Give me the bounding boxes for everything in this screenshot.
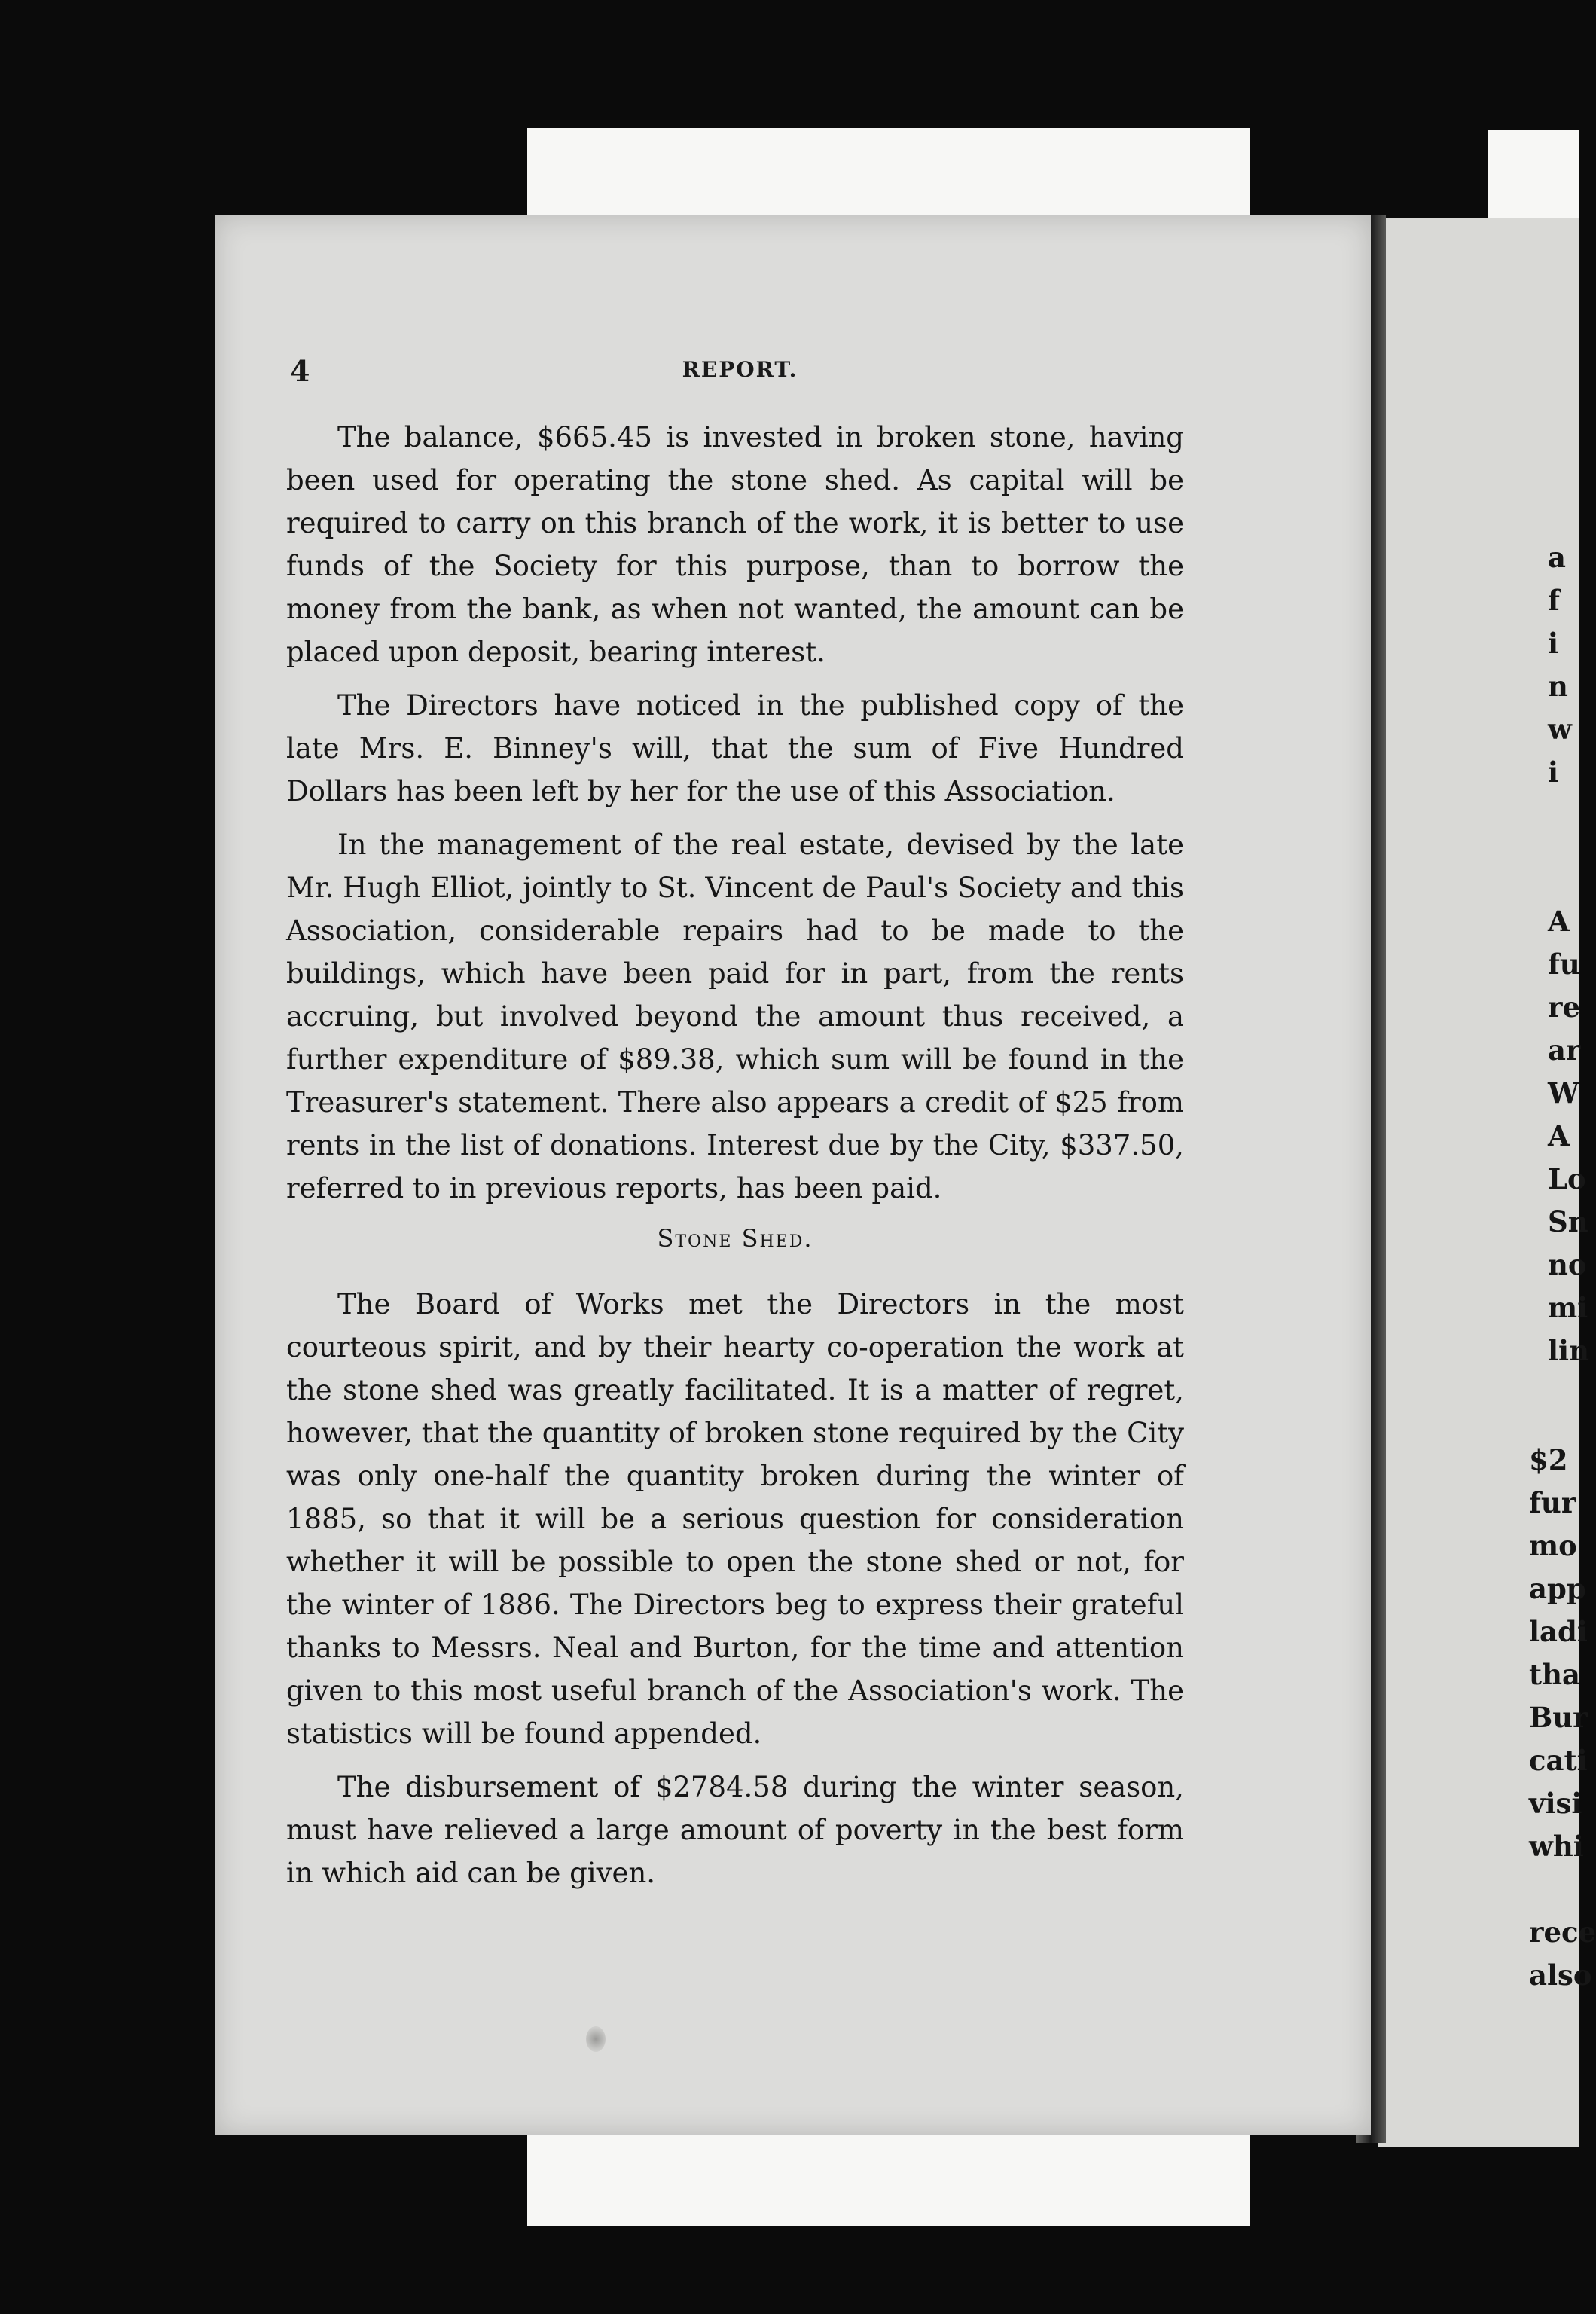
paragraph: The disbursement of $2784.58 during the winter season, must have relieved a large amount of poverty in the best form in which aid can be given. [286, 1771, 1184, 1889]
ink-smudge [586, 2026, 606, 2052]
section-heading: Stone Shed. [657, 1224, 813, 1253]
paper-slip-bottom [527, 2128, 1250, 2226]
facing-page-text-fragment: a f i n w i [1548, 541, 1572, 789]
paragraph: The balance, $665.45 is invested in broken stone, having been used for operating the stone shed. As capital will be required to carry on this branch of the work, it is better to use funds of the Society for this purpose, than to borrow the money from the bank, as when not wanted, the amount can be placed upon deposit, bearing interest. [286, 421, 1184, 668]
facing-page-text-fragment: A fu re ar W A Lo Sn no mi lin [1548, 905, 1590, 1367]
page-header [290, 354, 1190, 399]
paper-slip-top-right [1488, 130, 1579, 226]
running-head: REPORT. [682, 357, 798, 382]
facing-page-text-fragment: $2 fur mo app ladi tha Bur cati visi whi rece also [1529, 1443, 1596, 1992]
paper-slip-top [527, 128, 1250, 226]
page-number: 4 [290, 354, 310, 388]
paragraph: The Board of Works met the Directors in the most courteous spirit, and by their hearty co-operation the work at the stone shed was greatly facilitated. It is a matter of regret, however, that the quantity of broken stone required by the City was only one-half the quantity broken during the winter of 1885, so that it will be a serious question for consideration whether it will be possible to open the stone shed or not, for the winter of 1886. The Directors beg to express their grateful thanks to Messrs. Neal and Burton, for the time and attention given to this most useful branch of the Association's work. The statistics will be found appended. [286, 1288, 1184, 1750]
page-body [286, 416, 1184, 1905]
paragraph: In the management of the real estate, devised by the late Mr. Hugh Elliot, jointly to St. Vincent de Paul's Society and this Association, considerable repairs had to be made to the buildings, which have been paid for in part, from the rents accruing, but involved beyond the amount thus received, a further expenditure of $89.38, which sum will be found in the Treasurer's statement. There also appears a credit of $25 from rents in the list of donations. Interest due by the City, $337.50, referred to in previous reports, has been paid. [286, 829, 1184, 1204]
paragraph: The Directors have noticed in the published copy of the late Mrs. E. Binney's will, that the sum of Five Hundred Dollars has been left by her for the use of this Association. [286, 689, 1184, 807]
